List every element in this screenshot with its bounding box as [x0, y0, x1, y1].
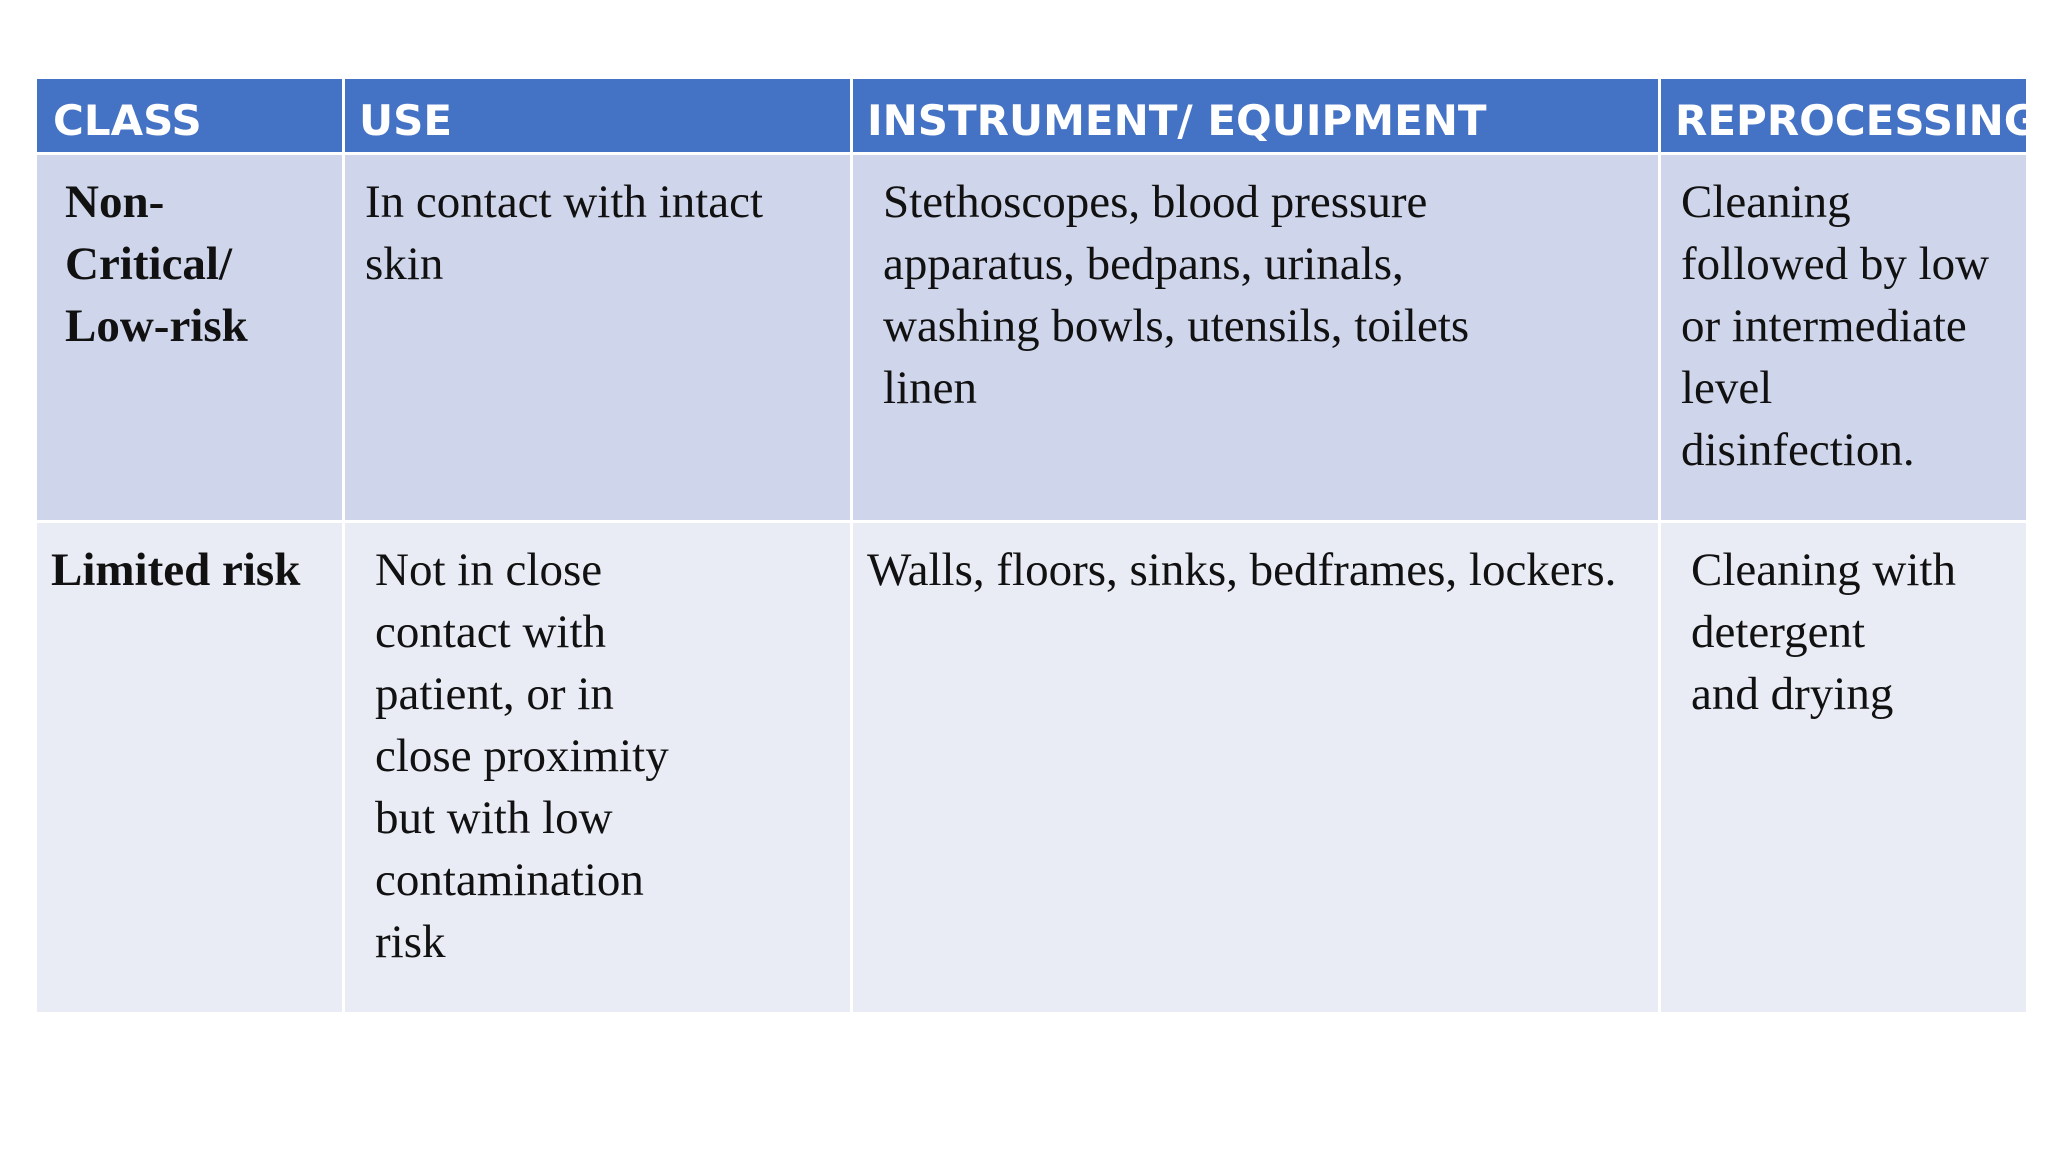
table-row [36, 522, 2028, 1014]
use-cell [344, 522, 852, 1014]
instrument-cell [852, 522, 1660, 1014]
class-cell [36, 522, 344, 1014]
header-use: USE [344, 78, 852, 154]
reprocessing-text: Cleaning followed by low or intermediate level disinfection. [1681, 176, 1990, 476]
instrument-cell [852, 154, 1660, 522]
reprocessing-cell [1660, 154, 2028, 522]
header-row [36, 78, 2028, 154]
class-text: Limited risk [51, 544, 301, 596]
instrument-text: Walls, floors, sinks, bedframes, lockers. [867, 544, 1617, 596]
instrument-text: Stethoscopes, blood pressure apparatus, bedpans, urinals, washing bowls, utensils, toilets linen [883, 176, 1470, 414]
classification-table [34, 76, 2039, 1015]
class-cell [36, 154, 344, 522]
class-text: Non- Critical/ Low-risk [65, 176, 248, 352]
use-text: In contact with intact skin [365, 176, 764, 290]
table-row [36, 154, 2028, 522]
header-reprocessing: REPROCESSING [1660, 78, 2028, 154]
use-text: Not in close contact with patient, or in close proximity but with low contamination risk [375, 544, 669, 968]
use-cell [344, 154, 852, 522]
header-class: CLASS [36, 78, 344, 154]
reprocessing-text: Cleaning with detergent and drying [1691, 544, 1956, 720]
reprocessing-cell [1660, 522, 2028, 1014]
header-instrument: INSTRUMENT/ EQUIPMENT [852, 78, 1660, 154]
